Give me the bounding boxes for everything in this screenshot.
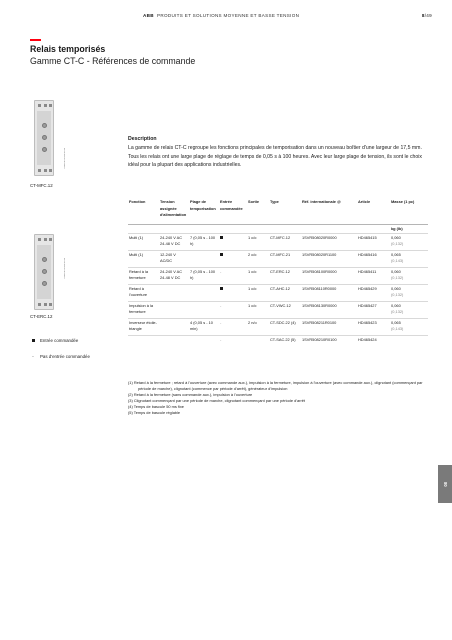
dash-icon: -	[32, 354, 34, 359]
col-entree: Entrée commandée	[220, 199, 243, 211]
table-row	[128, 301, 428, 318]
filled-square-icon	[220, 287, 223, 290]
cell-ref: 1SVR508210R0100	[301, 335, 357, 352]
cell-sortie: 1 c/o	[247, 233, 269, 250]
masse-kg: 0,065	[391, 251, 401, 257]
cell-plage	[189, 284, 219, 301]
cell-article: HD465427	[357, 301, 390, 318]
footnote: (2) Retard à la fermeture (sans commande aux.), impulsion à l'ouverture	[128, 392, 253, 398]
legend-pas-entree: - Pas d'entrée commandée	[30, 354, 90, 359]
cell-sortie: 2 n/o	[247, 318, 269, 335]
masse-lb: (0,132)	[391, 309, 404, 315]
cell-masse	[390, 250, 428, 267]
col-fonction: Fonction	[129, 199, 146, 204]
cell-sortie	[247, 335, 269, 352]
product-image-ct-mfc	[34, 100, 54, 176]
cell-entree	[219, 233, 247, 250]
col-ref: Réf. internationale @	[302, 199, 341, 204]
footnote: (3) Clignotant commençant par une période de marche, clignotant commençant par une période d'arrêt	[128, 398, 306, 404]
filled-square-icon	[32, 339, 35, 342]
masse-lb: (0,143)	[391, 326, 404, 332]
table-row	[128, 250, 428, 267]
cell-tension: 24-240 V AC 24-48 V DC	[159, 267, 189, 284]
cell-sortie: 2 c/o	[247, 250, 269, 267]
cell-masse	[390, 267, 428, 284]
masse-unit: kg (lb)	[390, 224, 428, 233]
col-plage: Plage de temporisation	[190, 199, 216, 211]
col-type: Type	[270, 199, 279, 204]
cell-type: CT-ERC.12	[269, 267, 301, 284]
cell-plage	[189, 301, 219, 318]
cell-article: HD465415	[357, 233, 390, 250]
brand-logo: ABB	[143, 13, 154, 18]
table-row	[128, 284, 428, 301]
cell-fonction: Impulsion à la fermeture	[128, 301, 159, 318]
filled-square-icon	[220, 236, 223, 239]
footnote: (5) Temps de bascule réglable	[128, 410, 181, 416]
page-title: Relais temporisés	[30, 44, 106, 54]
cell-tension	[159, 284, 189, 301]
footnote: (1) Retard à la fermeture ; retard à l'ouverture (avec commande aux.), impulsion à la fermeture, impulsion à l'ouverture (avec commande aux.), clignotant (commençant par période de marche), clignotant (commence par période d'arrêt), générateur d'impulsion	[128, 380, 423, 392]
order-table	[128, 198, 428, 352]
table-header-row	[128, 198, 428, 224]
cell-ref: 1SVR508110R0000	[301, 284, 357, 301]
cell-sortie: 1 c/o	[247, 301, 269, 318]
cell-tension	[159, 318, 189, 335]
cell-masse	[390, 284, 428, 301]
cell-entree: -	[219, 267, 247, 284]
col-tension: Tension assignée d'alimentation	[160, 199, 187, 218]
cell-entree	[219, 250, 247, 267]
cell-entree: -	[219, 301, 247, 318]
cell-masse	[390, 318, 428, 335]
cell-article: HD465429	[357, 284, 390, 301]
cell-masse	[390, 301, 428, 318]
col-article: Article	[358, 199, 371, 204]
cell-tension	[159, 301, 189, 318]
cell-tension: 24-240 V AC 24-48 V DC	[159, 233, 189, 250]
cell-fonction: Retard à l'ouverture	[128, 284, 159, 301]
cell-ref: 1SVR508130R0000	[301, 301, 357, 318]
cell-plage: 4 (0,05 s - 10 min)	[189, 318, 219, 335]
page-number: 8/49	[421, 13, 432, 18]
cell-ref: 1SVR508020R1100	[301, 250, 357, 267]
cell-type: CT-AHC.12	[269, 284, 301, 301]
cell-fonction: Retard à la fermeture	[128, 267, 159, 284]
masse-lb: (0,132)	[391, 292, 404, 298]
cell-ref: 1SVR508020R0000	[301, 233, 357, 250]
masse-kg: 0,060	[391, 285, 401, 291]
cell-masse	[390, 335, 428, 352]
cell-plage: 7 (0,05 s - 100 h)	[189, 233, 219, 250]
cell-sortie: 1 c/o	[247, 267, 269, 284]
footnotes	[128, 380, 428, 417]
masse-kg: 0,060	[391, 234, 401, 240]
cell-type: CT-VWC.12	[269, 301, 301, 318]
cell-ref: 1SVR508100R0000	[301, 267, 357, 284]
table-unit-row	[128, 224, 428, 233]
product-label: CT-ERC.12	[30, 314, 53, 319]
cell-article: HD465416	[357, 250, 390, 267]
masse-kg: 0,060	[391, 268, 401, 274]
cell-type: CT-MFC.21	[269, 250, 301, 267]
description-heading: Description	[128, 136, 157, 142]
cell-plage	[189, 335, 219, 352]
cell-article: HD465423	[357, 318, 390, 335]
footnote: (4) Temps de bascule 50 ms fixe	[128, 404, 184, 410]
page-subtitle: Gamme CT-C - Références de commande	[30, 56, 196, 66]
cell-sortie: 1 c/o	[247, 284, 269, 301]
table-row	[128, 318, 428, 335]
cell-fonction	[128, 335, 159, 352]
table-row	[128, 233, 428, 250]
masse-kg: 0,065	[391, 319, 401, 325]
table-row	[128, 267, 428, 284]
cell-plage	[189, 250, 219, 267]
masse-lb: (0,143)	[391, 258, 404, 264]
col-masse: Masse (1 pc)	[391, 199, 415, 204]
product-image-code: 2CDC251052F0014	[64, 148, 66, 169]
accent-bar	[30, 39, 41, 41]
cell-fonction: Multi (1)	[128, 233, 159, 250]
product-image-code: 2CDC251032F0014	[64, 258, 66, 279]
cell-article: HD465424	[357, 335, 390, 352]
cell-ref: 1SVR508211R0100	[301, 318, 357, 335]
cell-tension: 12-240 V AC/DC	[159, 250, 189, 267]
section-title: PRODUITS ET SOLUTIONS MOYENNE ET BASSE TENSION	[157, 13, 300, 18]
masse-lb: (0,132)	[391, 241, 404, 247]
col-sortie: Sortie	[248, 199, 260, 204]
table-row	[128, 335, 428, 352]
cell-tension	[159, 335, 189, 352]
cell-entree: -	[219, 335, 247, 352]
filled-square-icon	[220, 253, 223, 256]
cell-masse	[390, 233, 428, 250]
cell-fonction: Inverseur étoile-triangle	[128, 318, 159, 335]
cell-type: CT-SAC.22 (5)	[269, 335, 301, 352]
masse-lb: (0,132)	[391, 275, 404, 281]
cell-type: CT-SDC.22 (4)	[269, 318, 301, 335]
description-text: La gamme de relais CT-C regroupe les fonctions principales de temporisation dans un nouveau boîtier d'une largeur de 17,5 mm. Tous les relais ont une large plage de réglage de temps de 0,05 s à 100 heures. Avec leur large plage de tension, ils sont le choix idéal pour la plupart des applications industrielles.	[128, 145, 422, 169]
cell-entree	[219, 284, 247, 301]
cell-fonction: Multi (1)	[128, 250, 159, 267]
legend-entree: Entrée commandée	[30, 338, 78, 343]
chapter-tab[interactable]: 08	[438, 465, 452, 503]
cell-article: HD465411	[357, 267, 390, 284]
product-label: CT-MFC.12	[30, 183, 53, 188]
cell-entree: -	[219, 318, 247, 335]
product-image-ct-erc	[34, 234, 54, 310]
masse-kg: 0,060	[391, 302, 401, 308]
cell-plage: 7 (0,05 s - 100 h)	[189, 267, 219, 284]
cell-type: CT-MFC.12	[269, 233, 301, 250]
